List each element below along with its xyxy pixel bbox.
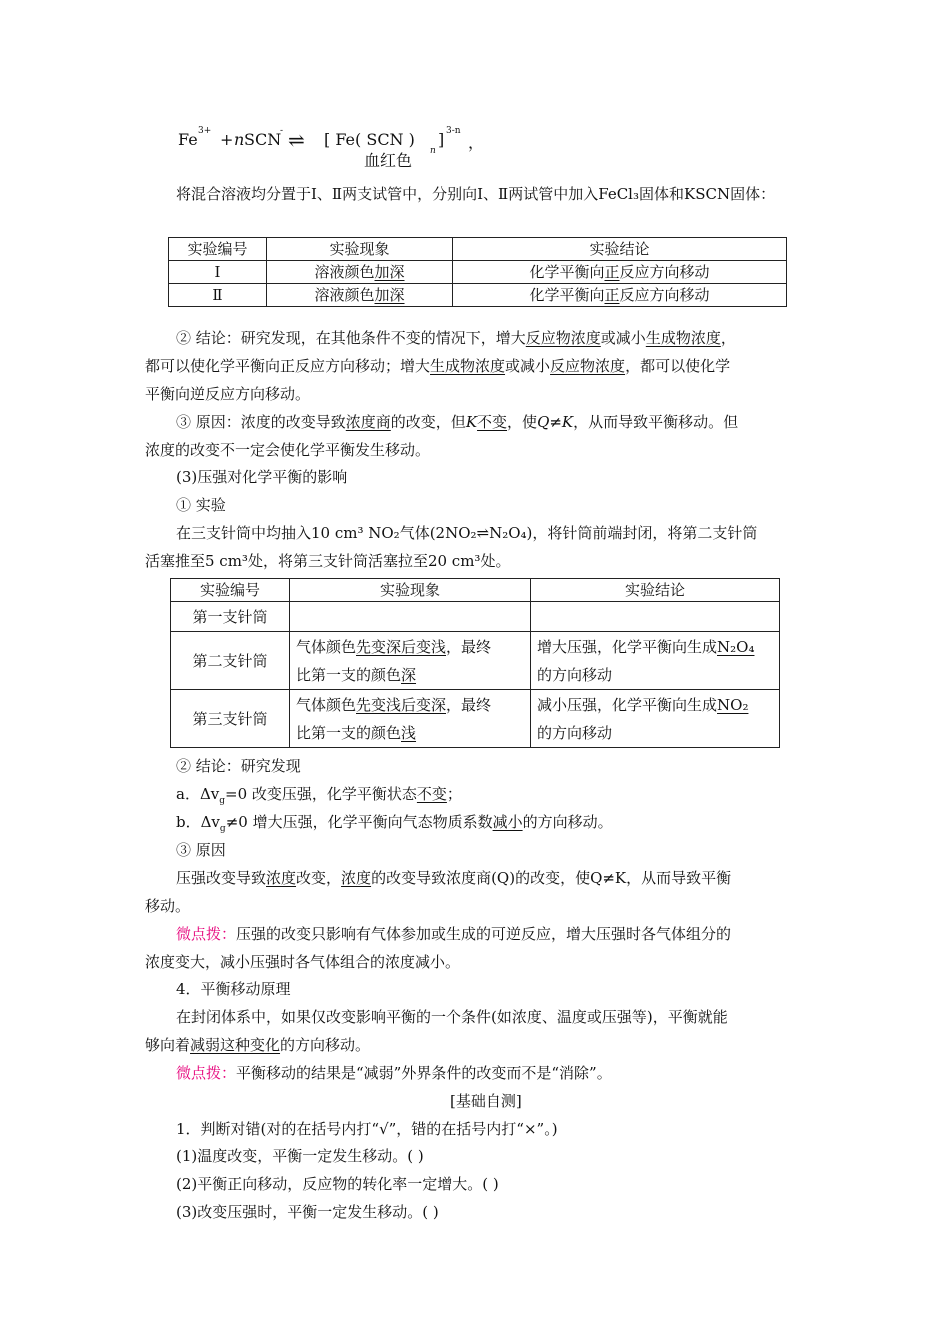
- eq-comma: ，: [468, 133, 485, 152]
- conclusion-concentration-line2: 都可以使化学平衡向正反应方向移动；增大生成物浓度或减小反应物浓度，都可以使化学: [145, 357, 731, 375]
- question-1-1: (1)温度改变，平衡一定发生移动。( ): [176, 1147, 424, 1165]
- section-pressure-experiment: ① 实验: [176, 496, 226, 514]
- section-pressure-title: (3)压强对化学平衡的影响: [176, 468, 348, 486]
- eq-arrow: ⇌: [288, 128, 305, 152]
- tip-principle: 微点拨：平衡移动的结果是“减弱”外界条件的改变而不是“消除”。: [176, 1064, 612, 1082]
- table-row: [169, 261, 787, 284]
- table-cell-conclusion: [531, 602, 780, 632]
- table-cell-id: Ⅰ: [169, 261, 267, 284]
- table-header-row: [169, 238, 787, 261]
- eq-color-label: 血红色: [364, 151, 413, 170]
- self-test-heading: [基础自测]: [450, 1092, 522, 1110]
- paragraph-mix-solution: 将混合溶液均分置于Ⅰ、Ⅱ两支试管中，分别向Ⅰ、Ⅱ两试管中加入FeCl₃固体和KSCN固体：: [176, 185, 776, 203]
- pressure-paragraph-line1: 在三支针筒中均抽入10 cm³ NO₂气体(2NO₂⇌N₂O₄)，将针筒前端封闭，将第二支针筒: [176, 524, 758, 542]
- conclusion-concentration-line3: 平衡向逆反应方向移动。: [145, 385, 311, 403]
- table-cell-conclusion: 减小压强，化学平衡向生成NO₂ 的方向移动: [531, 690, 780, 748]
- pressure-reason-line1: 压强改变导致浓度改变，浓度的改变导致浓度商(Q)的改变，使Q≠K，从而导致平衡: [176, 869, 732, 887]
- eq-scn-charge: -: [280, 126, 284, 136]
- eq-complex-close: ]: [438, 130, 445, 149]
- tip-label: 微点拨：: [176, 1064, 237, 1082]
- table-row: [171, 690, 780, 748]
- table-header-cell: 实验编号: [171, 579, 290, 602]
- table-cell-id: 第三支针筒: [171, 690, 290, 748]
- eq-complex: [ Fe( SCN ): [324, 130, 415, 149]
- principle-line1: 在封闭体系中，如果仅改变影响平衡的一个条件(如浓度、温度或压强等)，平衡就能: [176, 1008, 728, 1026]
- table-cell-phenomenon: 溶液颜色加深: [267, 261, 453, 284]
- principle-line2: 够向着减弱这种变化的方向移动。: [145, 1036, 371, 1054]
- tip-pressure-line2: 浓度变大，减小压强时各气体组合的浓度减小。: [145, 953, 461, 971]
- table-cell-id: 第二支针筒: [171, 632, 290, 690]
- table-header-cell: 实验现象: [267, 238, 453, 261]
- table-cell-conclusion: 化学平衡向正反应方向移动: [453, 261, 787, 284]
- section-principle-title: 4．平衡移动原理: [176, 980, 291, 998]
- table-row: [171, 632, 780, 690]
- table-cell-id: 第一支针筒: [171, 602, 290, 632]
- question-1-3: (3)改变压强时，平衡一定发生移动。( ): [176, 1203, 439, 1221]
- pressure-reason-title: ③ 原因: [176, 841, 226, 859]
- reason-concentration-line2: 浓度的改变不一定会使化学平衡发生移动。: [145, 441, 431, 459]
- table-concentration-experiment: [168, 237, 787, 307]
- table-header-cell: 实验结论: [531, 579, 780, 602]
- table-header-cell: 实验编号: [169, 238, 267, 261]
- eq-fe-charge: 3+: [198, 126, 212, 136]
- table-cell-phenomenon: 气体颜色先变深后变浅，最终 比第一支的颜色深: [290, 632, 531, 690]
- eq-complex-n: n: [430, 146, 436, 156]
- eq-fe: Fe: [178, 130, 198, 149]
- eq-plus: +: [220, 130, 234, 149]
- reason-concentration-line1: ③ 原因：浓度的改变导致浓度商的改变，但K不变，使Q≠K，从而导致平衡移动。但: [176, 413, 739, 431]
- table-cell-conclusion: 化学平衡向正反应方向移动: [453, 284, 787, 307]
- eq-complex-charge: 3-n: [446, 126, 461, 136]
- table-cell-phenomenon: 溶液颜色加深: [267, 284, 453, 307]
- table-cell-id: Ⅱ: [169, 284, 267, 307]
- table-cell-conclusion: 增大压强，化学平衡向生成N₂O₄ 的方向移动: [531, 632, 780, 690]
- question-1: 1．判断对错(对的在括号内打“√”，错的在括号内打“×”。): [176, 1120, 558, 1138]
- pressure-conclusion-a: a．$\Delta v_g=0$ 改变压强，化学平衡状态不变；: [176, 785, 462, 806]
- eq-n: n: [234, 130, 245, 149]
- pressure-conclusion-b: b．$\Delta v_g\ne 0$ 增大压强，化学平衡向气态物质系数减小的方向移动。: [176, 813, 613, 834]
- chemical-equation: [176, 126, 576, 170]
- pressure-conclusion-title: ② 结论：研究发现: [176, 757, 301, 775]
- pressure-paragraph-line2: 活塞推至5 cm³处，将第三支针筒活塞拉至20 cm³处。: [145, 552, 511, 570]
- table-row: [171, 602, 780, 632]
- conclusion-concentration-line1: ② 结论：研究发现，在其他条件不变的情况下，增大反应物浓度或减小生成物浓度，: [176, 329, 736, 347]
- table-header-cell: 实验结论: [453, 238, 787, 261]
- question-1-2: (2)平衡正向移动，反应物的转化率一定增大。( ): [176, 1175, 499, 1193]
- table-pressure-experiment: [170, 578, 780, 748]
- tip-pressure-line1: 微点拨：压强的改变只影响有气体参加或生成的可逆反应，增大压强时各气体组分的: [176, 925, 732, 943]
- table-cell-phenomenon: [290, 602, 531, 632]
- tip-label: 微点拨：: [176, 925, 237, 943]
- eq-scn: SCN: [244, 130, 282, 149]
- table-header-cell: 实验现象: [290, 579, 531, 602]
- pressure-reason-line2: 移动。: [145, 897, 191, 915]
- table-row: [169, 284, 787, 307]
- table-header-row: [171, 579, 780, 602]
- table-cell-phenomenon: 气体颜色先变浅后变深，最终 比第一支的颜色浅: [290, 690, 531, 748]
